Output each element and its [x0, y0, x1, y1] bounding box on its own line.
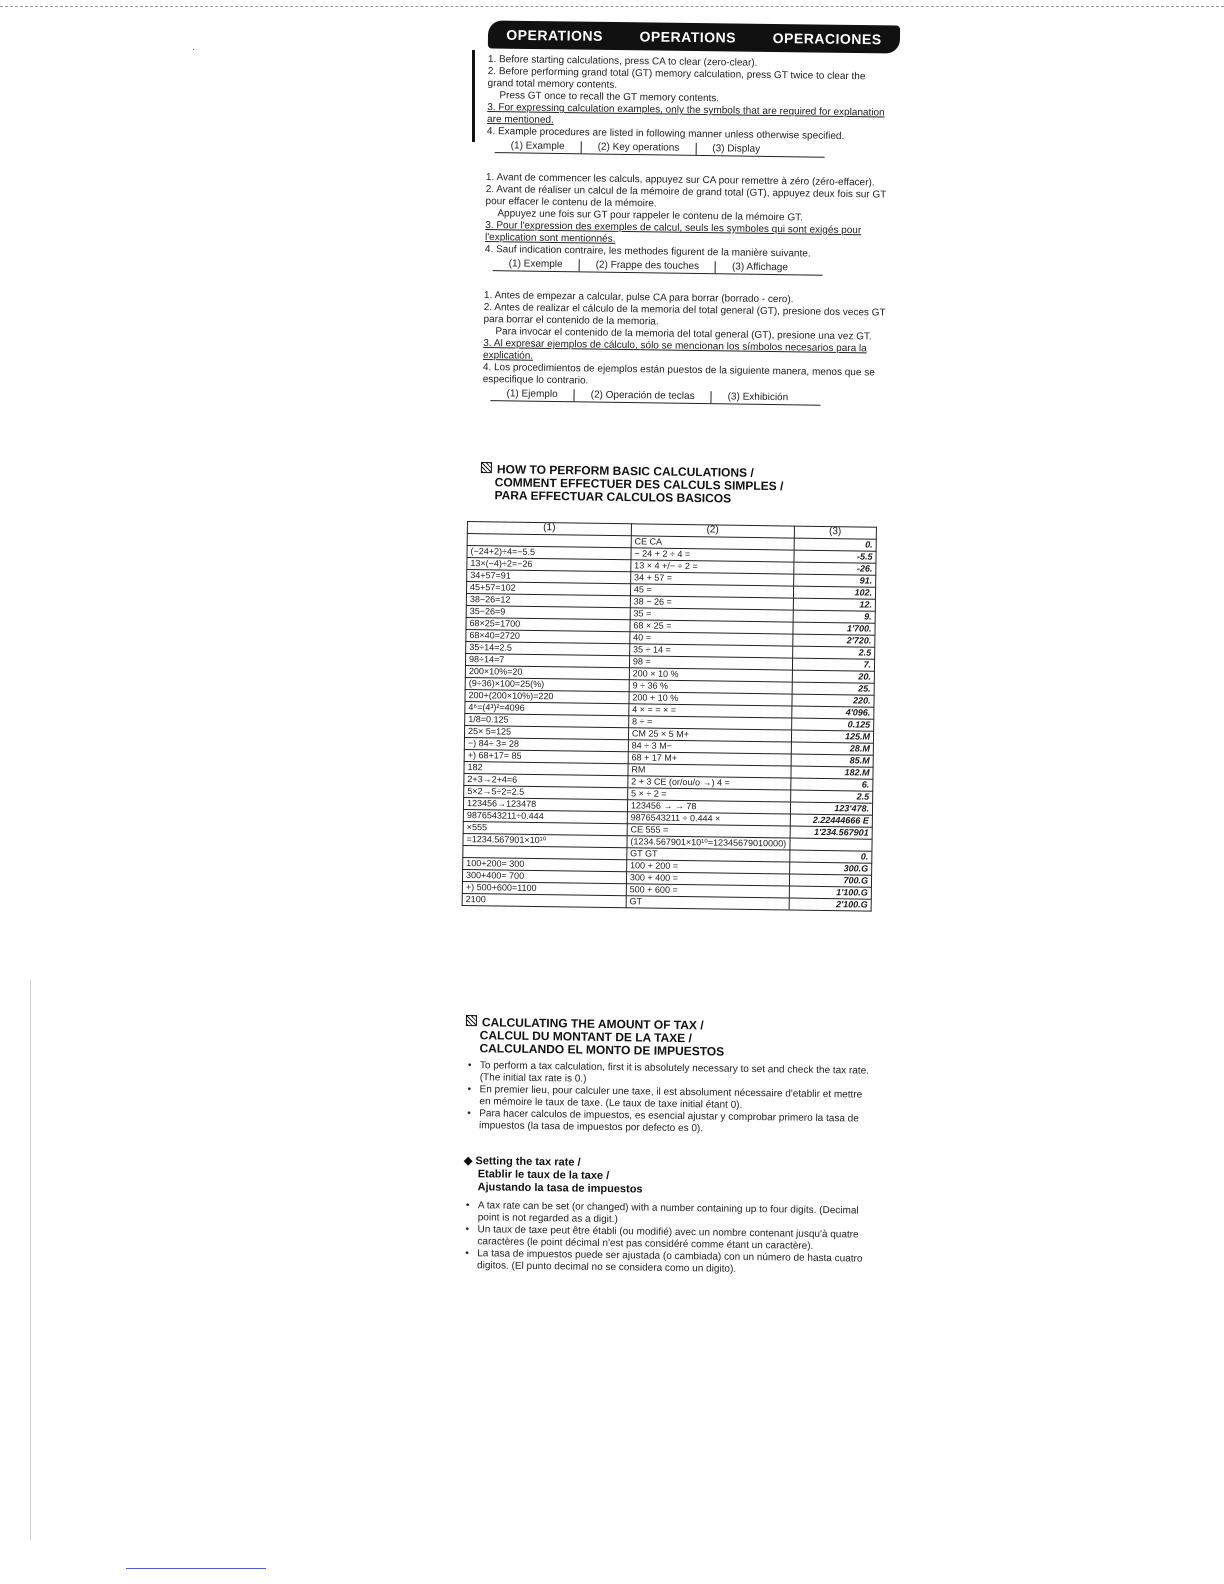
- example-cell: +) 68+17= 85: [464, 749, 628, 763]
- example-cell: =1234.567901×10¹⁰: [463, 833, 627, 847]
- key-operations-cell: 34 + 57 =: [630, 572, 793, 586]
- legend-es-3: (3) Exhibición: [711, 391, 805, 404]
- key-operations-cell: GT GT: [627, 848, 790, 862]
- key-operations-cell: 200 + 10 %: [629, 692, 792, 706]
- key-operations-cell: 35 =: [630, 608, 793, 622]
- example-cell: 9876543211÷0.444: [463, 809, 627, 823]
- legend-en-3: (3) Display: [695, 143, 776, 156]
- display-cell: 1'234.567901: [790, 826, 873, 839]
- display-cell: 91.: [793, 574, 876, 587]
- example-cell: 300+400= 700: [462, 869, 626, 883]
- display-cell: 102.: [793, 586, 876, 599]
- legend-fr: [493, 258, 823, 276]
- section2-fr: CALCUL DU MONTANT DE LA TAXE /: [479, 1028, 693, 1046]
- display-cell: 700.G: [789, 874, 872, 887]
- operations-fr: [485, 172, 896, 277]
- display-cell: 7.: [792, 658, 875, 671]
- display-cell: 85.M: [791, 754, 874, 767]
- ops-en-1: 1. Before starting calculations, press CA to clear (zero-clear).: [487, 54, 758, 69]
- section3-es: Ajustando la tasa de impuestos: [477, 1181, 643, 1196]
- key-operations-cell: 2 + 3 CE (or/ou/o →) 4 =: [628, 776, 791, 790]
- section1-en: HOW TO PERFORM BASIC CALCULATIONS /: [496, 462, 754, 480]
- example-cell: 25× 5=125: [464, 725, 628, 739]
- scan-bottom-mark: [126, 1568, 266, 1569]
- section1-fr: COMMENT EFFECTUER DES CALCULS SIMPLES /: [494, 475, 784, 494]
- key-operations-cell: 123456 → → 78: [627, 800, 790, 814]
- example-cell: 34+57=91: [467, 570, 631, 584]
- example-cell: +) 500+600=1100: [462, 881, 626, 895]
- scan-left-edge: [30, 980, 31, 1540]
- tax-rate-heading: [463, 1155, 864, 1200]
- key-operations-cell: RM: [628, 764, 791, 778]
- key-operations-cell: − 24 + 2 ÷ 4 =: [631, 548, 794, 562]
- display-cell: 28.M: [791, 742, 874, 755]
- operations-es: [482, 290, 894, 407]
- ops-es-2b: Para invocar el contenido de la memoria del total general (GT), presione una vez GT.: [495, 326, 872, 343]
- display-cell: 0.125: [791, 718, 874, 731]
- key-operations-cell: 9876543211 ÷ 0.444 ×: [627, 812, 790, 826]
- example-cell: 45+57=102: [466, 582, 630, 596]
- example-cell: 123456→123478: [463, 797, 627, 811]
- example-cell: 98÷14=7: [465, 653, 629, 667]
- key-operations-cell: 40 =: [630, 632, 793, 646]
- key-operations-cell: (1234.567901×10¹⁰=12345679010000): [627, 836, 790, 850]
- operations-banner: [488, 20, 900, 53]
- legend-en-2: (2) Key operations: [581, 141, 696, 155]
- section-marker-icon: [466, 1015, 477, 1026]
- rate-bullet-fr: • Un taux de taxe peut être établi (ou modifié) avec un nombre contenant jusqu'à quatre caractères (le point décimal n'est pas considéré comme étant un caractère).: [463, 1224, 873, 1254]
- legend-en: [495, 140, 825, 158]
- display-cell: 20.: [792, 670, 875, 683]
- key-operations-cell: CM 25 × 5 M+: [628, 728, 791, 742]
- example-cell: 35−26=9: [466, 605, 630, 619]
- ops-es-3: 3. Al expresar ejemplos de cálculo, sólo se mencionan los símbolos necesarios para la explicatión.: [483, 337, 867, 362]
- key-operations-cell: 84 ÷ 3 M−: [628, 740, 791, 754]
- key-operations-cell: 300 + 400 =: [626, 872, 789, 886]
- example-cell: −) 84÷ 3= 28: [464, 737, 628, 751]
- display-cell: [790, 838, 873, 851]
- display-cell: 0.: [794, 538, 877, 551]
- example-cell: (9÷36)×100=25(%): [465, 677, 629, 691]
- section3-fr: Etablir le taux de la taxe /: [477, 1168, 610, 1183]
- legend-fr-2: (2) Frappe des touches: [579, 259, 716, 273]
- ops-es-1: 1. Antes de empezar a calcular, pulse CA para borrar (borrado - cero).: [483, 290, 794, 306]
- example-cell: (−24+2)÷4=−5.5: [467, 546, 631, 560]
- display-cell: 12.: [793, 598, 876, 611]
- rate-bullet-es: • La tasa de impuestos puede ser ajustada (o cambiada) con un número de hasta cuatro digitos. (El punto decimal no se considera como un digito).: [463, 1248, 873, 1278]
- display-cell: 182.M: [791, 766, 874, 779]
- display-cell: 300.G: [789, 862, 872, 875]
- ops-en-2b: Press GT once to recall the GT memory contents.: [499, 90, 720, 105]
- tax-bullet-es: • Para hacer calculos de impuestos, es esencial ajustar y comprobar primero la tasa de impuestos (la tasa de impuestos por defecto es 0).: [465, 1108, 875, 1138]
- key-operations-cell: 9 ÷ 36 %: [629, 680, 792, 694]
- ops-es-2: 2. Antes de realizar el cálculo de la memoria del total general (GT), presione dos veces GT para borrar el contenido de la memoria.: [483, 301, 886, 328]
- display-cell: 4'096.: [791, 706, 874, 719]
- example-cell: 2100: [462, 893, 626, 907]
- key-operations-cell: 45 =: [630, 584, 793, 598]
- example-cell: 13×(−4)÷2=−26: [467, 558, 631, 572]
- example-cell: 100+200= 300: [463, 857, 627, 871]
- ops-fr-1: 1. Avant de commencer les calculs, appuyez sur CA pour remettre à zéro (zéro-effacer).: [485, 172, 875, 189]
- key-operations-cell: 4 × = = × =: [629, 704, 792, 718]
- example-cell: 2+3→2+4=6: [464, 773, 628, 787]
- display-cell: 1'100.G: [789, 886, 872, 899]
- ops-en-2: 2. Before performing grand total (GT) memory calculation, press GT twice to clear the grand total memory contents.: [487, 65, 866, 91]
- basic-calculations-heading: [480, 462, 901, 508]
- calculation-table: [462, 521, 877, 912]
- key-operations-cell: CE CA: [631, 536, 794, 550]
- display-cell: -26.: [793, 562, 876, 575]
- tax-heading: [465, 1015, 886, 1061]
- example-cell: 5×2→5÷2=2.5: [464, 785, 628, 799]
- key-operations-cell: CE 555 =: [627, 824, 790, 838]
- header-col1: (1): [467, 522, 631, 536]
- key-operations-cell: 100 + 200 =: [626, 860, 789, 874]
- display-cell: 2'100.G: [789, 898, 872, 911]
- tax-bullet-en: • To perform a tax calculation, first it is absolutely necessary to set and check the tax rate. (The initial tax rate is 0.): [466, 1060, 876, 1090]
- example-cell: 182: [464, 761, 628, 775]
- key-operations-cell: 5 × ÷ 2 =: [627, 788, 790, 802]
- section1-es: PARA EFFECTUAR CALCULOS BASICOS: [494, 488, 732, 506]
- example-cell: 68×25=1700: [466, 617, 630, 631]
- display-cell: 9.: [793, 610, 876, 623]
- ops-fr-2b: Appuyez une fois sur GT pour rappeler le contenu de la mémoire GT.: [497, 208, 804, 224]
- banner-es: OPERACIONES: [772, 29, 882, 48]
- banner-fr: OPERATIONS: [639, 28, 737, 46]
- display-cell: 0.: [789, 850, 872, 863]
- example-cell: 4⁶=(4³)²=4096: [465, 701, 629, 715]
- key-operations-cell: 98 =: [629, 656, 792, 670]
- section2-en: CALCULATING THE AMOUNT OF TAX /: [481, 1015, 704, 1033]
- section3-en: ◆ Setting the tax rate /: [463, 1155, 581, 1169]
- legend-fr-1: (1) Exemple: [508, 258, 563, 271]
- example-cell: ×555: [463, 821, 627, 835]
- section2-es: CALCULANDO EL MONTO DE IMPUESTOS: [479, 1041, 725, 1059]
- header-col3: (3): [794, 526, 877, 539]
- key-operations-cell: 8 ÷ =: [628, 716, 791, 730]
- rate-bullet-en: • A tax rate can be set (or changed) with a number containing up to four digits. (Decimal point is not regarded as a digit.): [464, 1200, 874, 1230]
- display-cell: 2.5: [790, 790, 873, 803]
- table-body: [462, 534, 876, 912]
- display-cell: 6.: [790, 778, 873, 791]
- legend-es-2: (2) Operación de teclas: [574, 389, 711, 403]
- key-operations-cell: 13 × 4 +/− ÷ 2 =: [631, 560, 794, 574]
- key-operations-cell: 68 + 17 M+: [628, 752, 791, 766]
- operations-en: [487, 54, 888, 159]
- example-cell: 35÷14=2.5: [466, 641, 630, 655]
- scan-speck: ·: [192, 44, 196, 55]
- display-cell: 2.22444666 E: [790, 814, 873, 827]
- section-marker-icon: [481, 462, 492, 473]
- key-operations-cell: GT: [626, 896, 789, 910]
- key-operations-cell: 500 + 600 =: [626, 884, 789, 898]
- scan-top-edge: [0, 6, 1224, 7]
- example-cell: 200×10%=20: [465, 665, 629, 679]
- display-cell: 125.M: [791, 730, 874, 743]
- display-cell: -5.5: [794, 550, 877, 563]
- display-cell: 25.: [792, 682, 875, 695]
- ops-fr-4: 4. Sauf indication contraire, les methodes figurent de la manière suivante.: [484, 243, 811, 260]
- tax-rate-bullets: [463, 1200, 874, 1278]
- legend-es: [490, 388, 820, 406]
- example-cell: 38−26=12: [466, 593, 630, 607]
- example-cell: 200+(200×10%)=220: [465, 689, 629, 703]
- example-cell: 1/8=0.125: [465, 713, 629, 727]
- ops-fr-2: 2. Avant de réaliser un calcul de la mémoire de grand total (GT), appuyez deux fois sur GT pour effacer le contenu de la mémoire.: [485, 183, 887, 210]
- display-cell: 1'700.: [793, 622, 876, 635]
- legend-fr-3: (3) Affichage: [715, 261, 804, 274]
- example-cell: 68×40=2720: [466, 629, 630, 643]
- key-operations-cell: 68 × 25 =: [630, 620, 793, 634]
- display-cell: 220.: [792, 694, 875, 707]
- tax-bullet-fr: • En premier lieu, pour calculer une taxe, il est absolument nécessaire d'etablir et mettre en mémoire le taux de taxe. (Le taux de taxe initial étant 0).: [465, 1084, 875, 1114]
- ops-fr-3: 3. Pour l'expression des exemples de calcul, seuls les symboles qui sont exigés pour l'explication sont mentionnés.: [485, 219, 862, 245]
- margin-bar: [472, 50, 475, 142]
- key-operations-cell: 38 − 26 =: [630, 596, 793, 610]
- ops-es-4: 4. Los procedimientos de ejemplos están puestos de la siguiente manera, menos que se especifique lo contrario.: [482, 361, 875, 387]
- tax-bullets: [465, 1060, 876, 1138]
- ops-en-3: 3. For expressing calculation examples, only the symbols that are required for explanation are mentioned.: [487, 101, 885, 126]
- legend-es-1: (1) Ejemplo: [506, 388, 558, 401]
- display-cell: 123'478.: [790, 802, 873, 815]
- banner-en: OPERATIONS: [506, 26, 603, 44]
- ops-en-4: 4. Example procedures are listed in following manner unless otherwise specified.: [486, 125, 845, 142]
- display-cell: 2.5: [792, 646, 875, 659]
- header-col2: (2): [631, 524, 794, 538]
- key-operations-cell: 200 × 10 %: [629, 668, 792, 682]
- key-operations-cell: 35 ÷ 14 =: [629, 644, 792, 658]
- legend-en-1: (1) Example: [510, 140, 565, 153]
- display-cell: 2'720.: [792, 634, 875, 647]
